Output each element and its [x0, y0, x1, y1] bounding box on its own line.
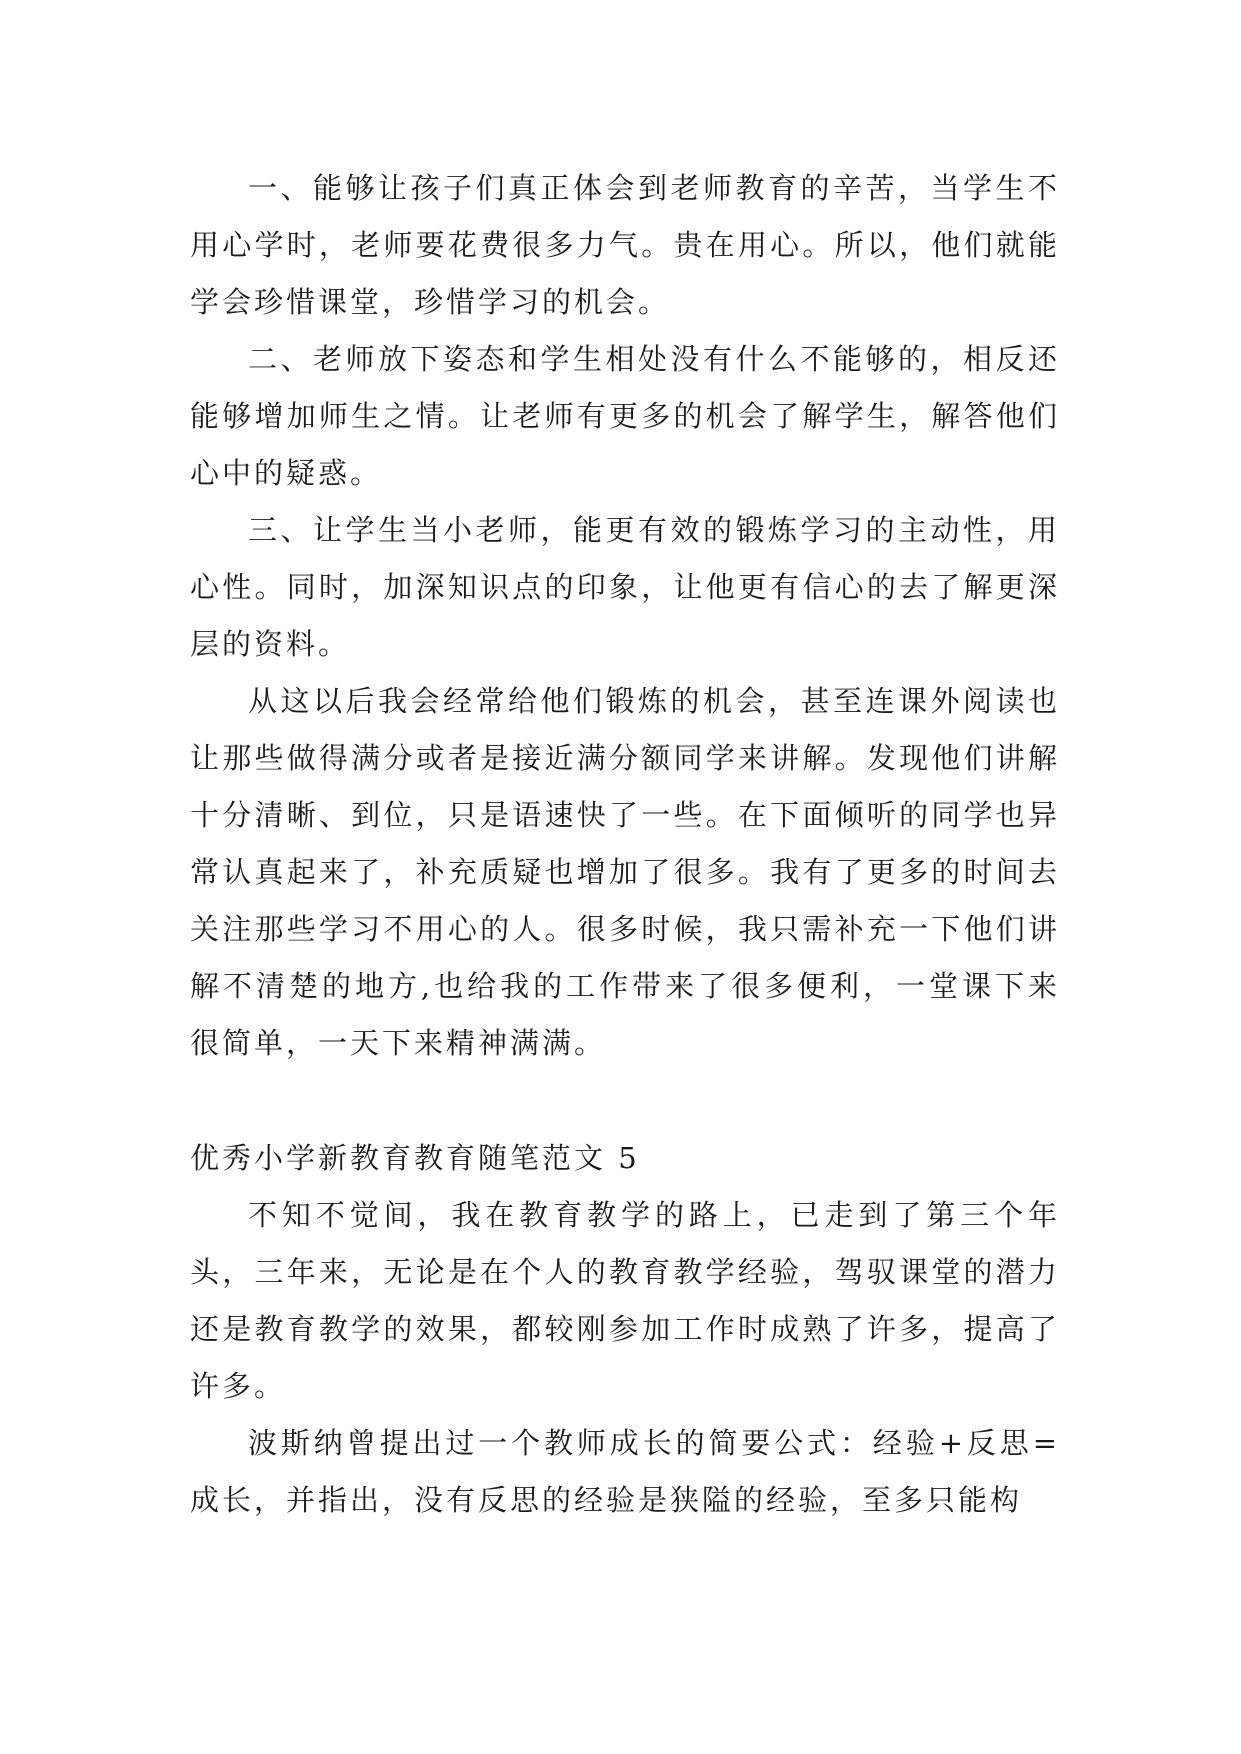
- paragraph-point-three: 三、让学生当小老师，能更有效的锻炼学习的主动性，用心性。同时，加深知识点的印象，让他更有信心的去了解更深层的资料。: [190, 513, 1060, 661]
- paragraph-conclusion: 从这以后我会经常给他们锻炼的机会，甚至连课外阅读也让那些做得满分或者是接近满分额同学来讲解。发现他们讲解十分清晰、到位，只是语速快了一些。在下面倾听的同学也异常认真起来了，补充质疑也增加了很多。我有了更多的时间去关注那些学习不用心的人。很多时候，我只需补充一下他们讲解不清楚的地方,也给我的工作带来了很多便利，一堂课下来很简单，一天下来精神满满。: [190, 684, 1060, 1060]
- document-body: [190, 160, 1060, 1529]
- paragraph-point-two: 二、老师放下姿态和学生相处没有什么不能够的，相反还能够增加师生之情。让老师有更多的机会了解学生，解答他们心中的疑惑。: [190, 342, 1060, 490]
- paragraph-formula: 波斯纳曾提出过一个教师成长的简要公式：经验+反思=成长，并指出，没有反思的经验是狭隘的经验，至多只能构: [190, 1426, 1060, 1517]
- paragraph-point-one: 一、能够让孩子们真正体会到老师教育的辛苦，当学生不用心学时，老师要花费很多力气。贵在用心。所以，他们就能学会珍惜课堂，珍惜学习的机会。: [190, 171, 1060, 319]
- section-title: 优秀小学新教育教育随笔范文 5: [190, 1141, 640, 1175]
- paragraph-intro: 不知不觉间，我在教育教学的路上，已走到了第三个年头，三年来，无论是在个人的教育教学经验，驾驭课堂的潜力还是教育教学的效果，都较刚参加工作时成熟了许多，提高了许多。: [190, 1198, 1060, 1403]
